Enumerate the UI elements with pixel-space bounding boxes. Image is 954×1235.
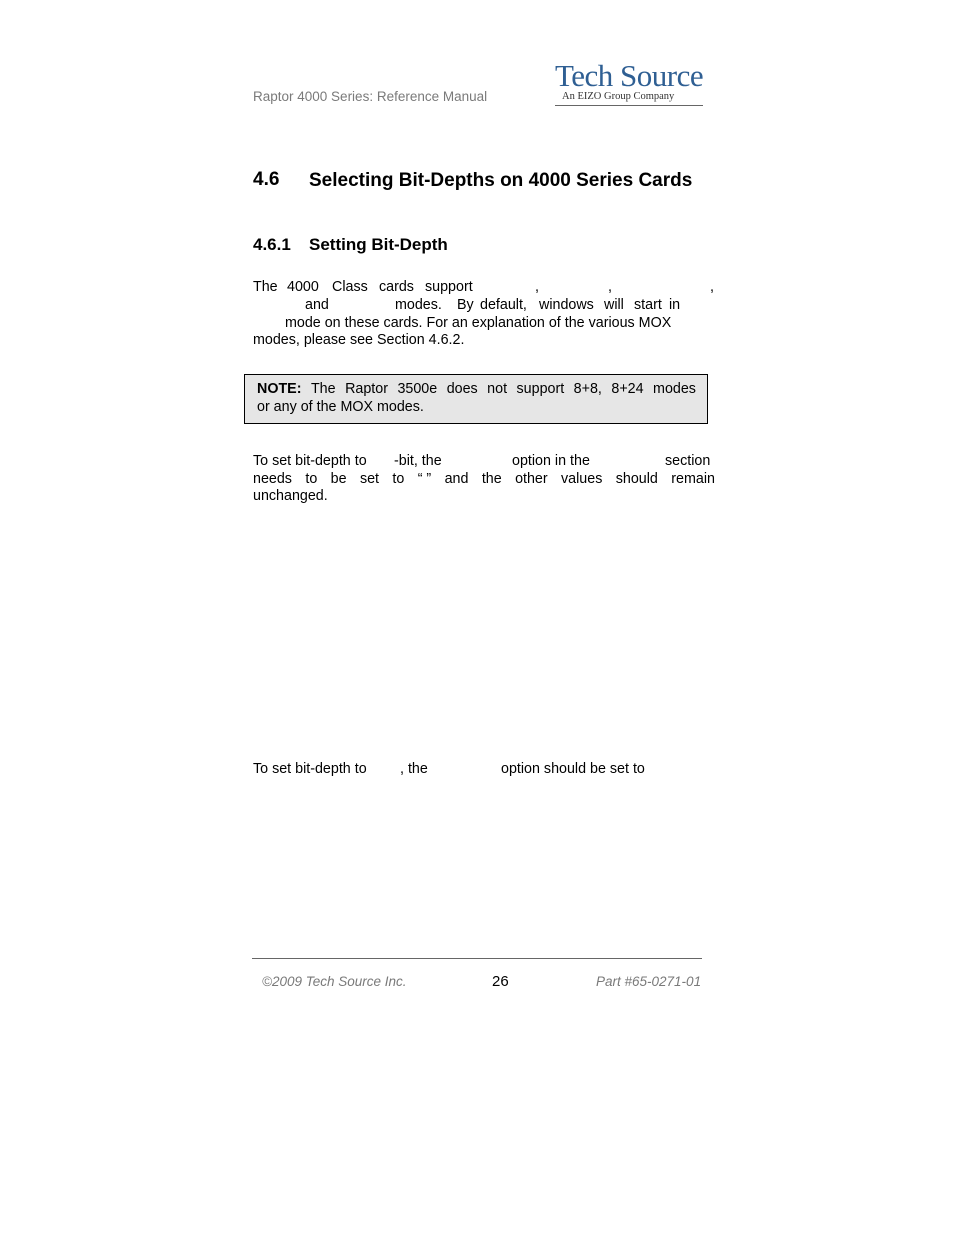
- word: 3500e: [397, 381, 438, 397]
- word: be: [330, 471, 347, 487]
- word: and: [305, 297, 329, 313]
- word: The: [253, 279, 278, 295]
- text-fragment: To set bit-depth to: [253, 453, 367, 469]
- word: modes.: [395, 297, 442, 313]
- word: will: [604, 297, 624, 313]
- paragraph1-line3: mode on these cards. For an explanation of the various MOX: [285, 315, 672, 331]
- comma: ,: [535, 279, 539, 295]
- quote-marks: “ ”: [417, 471, 432, 487]
- part-number: Part #65-0271-01: [596, 974, 702, 989]
- word: cards: [379, 279, 414, 295]
- word: not: [487, 381, 508, 397]
- text-fragment: section: [665, 453, 711, 469]
- word: Class: [332, 279, 368, 295]
- text-fragment: -bit, the: [394, 453, 442, 469]
- footer-rule: [252, 958, 702, 959]
- word: default,: [480, 297, 527, 313]
- word: 8+8,: [573, 381, 602, 397]
- section-title: Selecting Bit-Depths on 4000 Series Cards: [309, 170, 693, 191]
- text-fragment: , the: [400, 761, 428, 777]
- word: modes: [653, 381, 696, 397]
- word: in: [669, 297, 681, 313]
- note-line1: [257, 380, 696, 398]
- word: to: [305, 471, 318, 487]
- word: and: [444, 471, 469, 487]
- subsection-title: Setting Bit-Depth: [309, 235, 448, 254]
- word: should: [615, 471, 658, 487]
- word: support: [425, 279, 473, 295]
- paragraph2-line2: [253, 470, 715, 488]
- word: By: [457, 297, 474, 313]
- word: 4000: [287, 279, 319, 295]
- paragraph1-line1: [253, 278, 715, 296]
- header-rule: [555, 105, 703, 106]
- text-fragment: To set bit-depth to: [253, 761, 367, 777]
- note-label: NOTE:: [257, 381, 302, 397]
- word: Raptor: [345, 381, 388, 397]
- comma: ,: [710, 279, 714, 295]
- subsection-number: 4.6.1: [253, 235, 291, 254]
- word: other: [515, 471, 548, 487]
- word: needs: [253, 471, 292, 487]
- text-fragment: option should be set to: [501, 761, 645, 777]
- page-number: 26: [492, 973, 509, 990]
- text-fragment: option in the: [512, 453, 590, 469]
- paragraph3-line1: [253, 760, 715, 778]
- paragraph2-line3: unchanged.: [253, 488, 328, 504]
- running-header-title: Raptor 4000 Series: Reference Manual: [253, 89, 488, 104]
- word: the: [481, 471, 502, 487]
- word: values: [561, 471, 603, 487]
- word: 8+24: [611, 381, 644, 397]
- word: to: [392, 471, 405, 487]
- word: support: [516, 381, 565, 397]
- footer-copyright: ©2009 Tech Source Inc.: [262, 974, 407, 989]
- note-line2: or any of the MOX modes.: [257, 399, 424, 415]
- word: The: [310, 381, 336, 397]
- word: start: [634, 297, 662, 313]
- logo-tagline: An EIZO Group Company: [562, 91, 675, 102]
- paragraph1-line4: modes, please see Section 4.6.2.: [253, 332, 465, 348]
- word: does: [446, 381, 478, 397]
- word: windows: [539, 297, 594, 313]
- word: set: [359, 471, 380, 487]
- paragraph1-line2: [253, 296, 715, 314]
- word: remain: [671, 471, 715, 487]
- note-text: [257, 380, 696, 416]
- comma: ,: [608, 279, 612, 295]
- tech-source-logo: Tech Source: [555, 58, 704, 93]
- paragraph2-line1: [253, 452, 715, 470]
- section-number: 4.6: [253, 169, 280, 190]
